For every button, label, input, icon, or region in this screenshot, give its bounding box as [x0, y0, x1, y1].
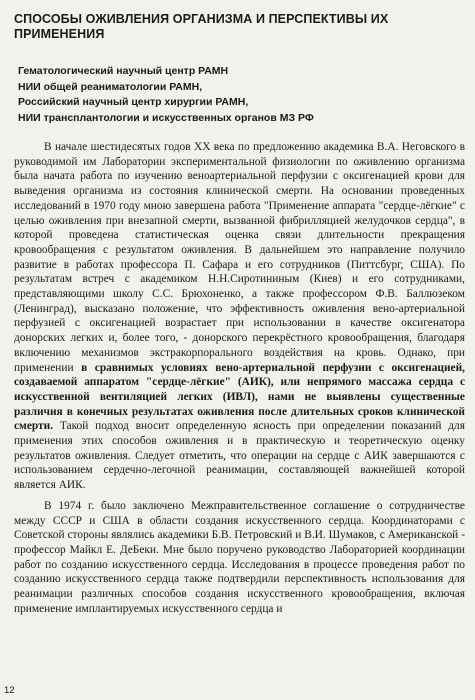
affiliation-line: Гематологический научный центр РАМН [18, 65, 229, 77]
affiliation-line: НИИ трансплантологии и искусственных органов МЗ РФ [18, 111, 314, 124]
affiliation-line: Российский научный центр хирургии РАМН, [18, 96, 249, 108]
paragraph-text: Такой подход вносит определенную ясность при определении показаний для применения этих способов оживления и в практическую и теоретическую оценку результатов оживления. Следует отметить, что операции на сердце с АИК завершаются с использованием сердечно-легочной реанимации, составляющей важнейшей которой является АИК. [14, 420, 465, 492]
bold-statement: в сравнимых условиях вено-артериальной перфузии с оксигенацией, создаваемой аппаратом "сердце-лёгкие" (АИК), или непрямого массажа сердца с искусственной вентиляцией легких (ИВЛ), нами не выявлены существенные различия в конечных результатах оживления после длительных сроков клинической смерти. [14, 361, 466, 433]
affiliation-line: НИИ общей реаниматологии РАМН, [18, 80, 203, 93]
body-paragraph-2: В 1974 г. было заключено Межправительственное соглашение о сотрудничестве между СССР и США в области создания искусственного сердца. Координаторами с Советской стороны являлись академики Б.В. Петровский и В.И. Шумаков, с Американской - профессор Майкл Е. ДеБеки. Мне было поручено руководство Лабораторией координации работ по созданию искусственного сердца. Исследования в процессе проведения работ по созданию искусственного сердца также подтвердили перспективность использования для реанимации различных способов создания искусственного кровообращения, включая применение имплантируемых искусственного сердца и [14, 499, 465, 615]
body-paragraph-1 [14, 140, 465, 493]
affiliations [18, 64, 465, 126]
paragraph-text: В начале шестидесятых годов XX века по предложению академика В.А. Неговского в руководимой им Лаборатории экспериментальной физиологии по оживлению организма была начата работа по изучению веноартериальной перфузии с оксигенацией крови для выведения организма из состояния клинической смерти. На основании проведенных исследований в 1970 году мною завершена работа "Применение аппарата "сердце-лёгкие" с целью оживления при внезапной смерти, вызванной фибрилляцией желудочков сердца", в которой проведена статистическая оценка связи длительности прекращения кровообращения с результатом оживления. В дальнейшем это направление получило развитие в работах профессора П. Сафара и его сотрудников (Питтсбург, США). По результатам встреч с академиком Н.Н.Сиротининым (Киев) и его сотрудниками, представляющими школу С.С. Брюхоненко, а также профессором Ф.В. Баллюзеком (Ленинград), высказано положение, что эффективность оживления вено-артериальной перфузией с оксигенацией возрастает при использовании в качестве оксигенатора донорских легких и, более того, - донорского перекрёстного кровообращения, благодаря включению механизмов экстракорпорального воздействия на кровь. Однако, при применении [14, 141, 465, 374]
document-title: СПОСОБЫ ОЖИВЛЕНИЯ ОРГАНИЗМА И ПЕРСПЕКТИВЫ ИХ ПРИМЕНЕНИЯ [14, 12, 389, 41]
page-number: 12 [4, 685, 15, 696]
